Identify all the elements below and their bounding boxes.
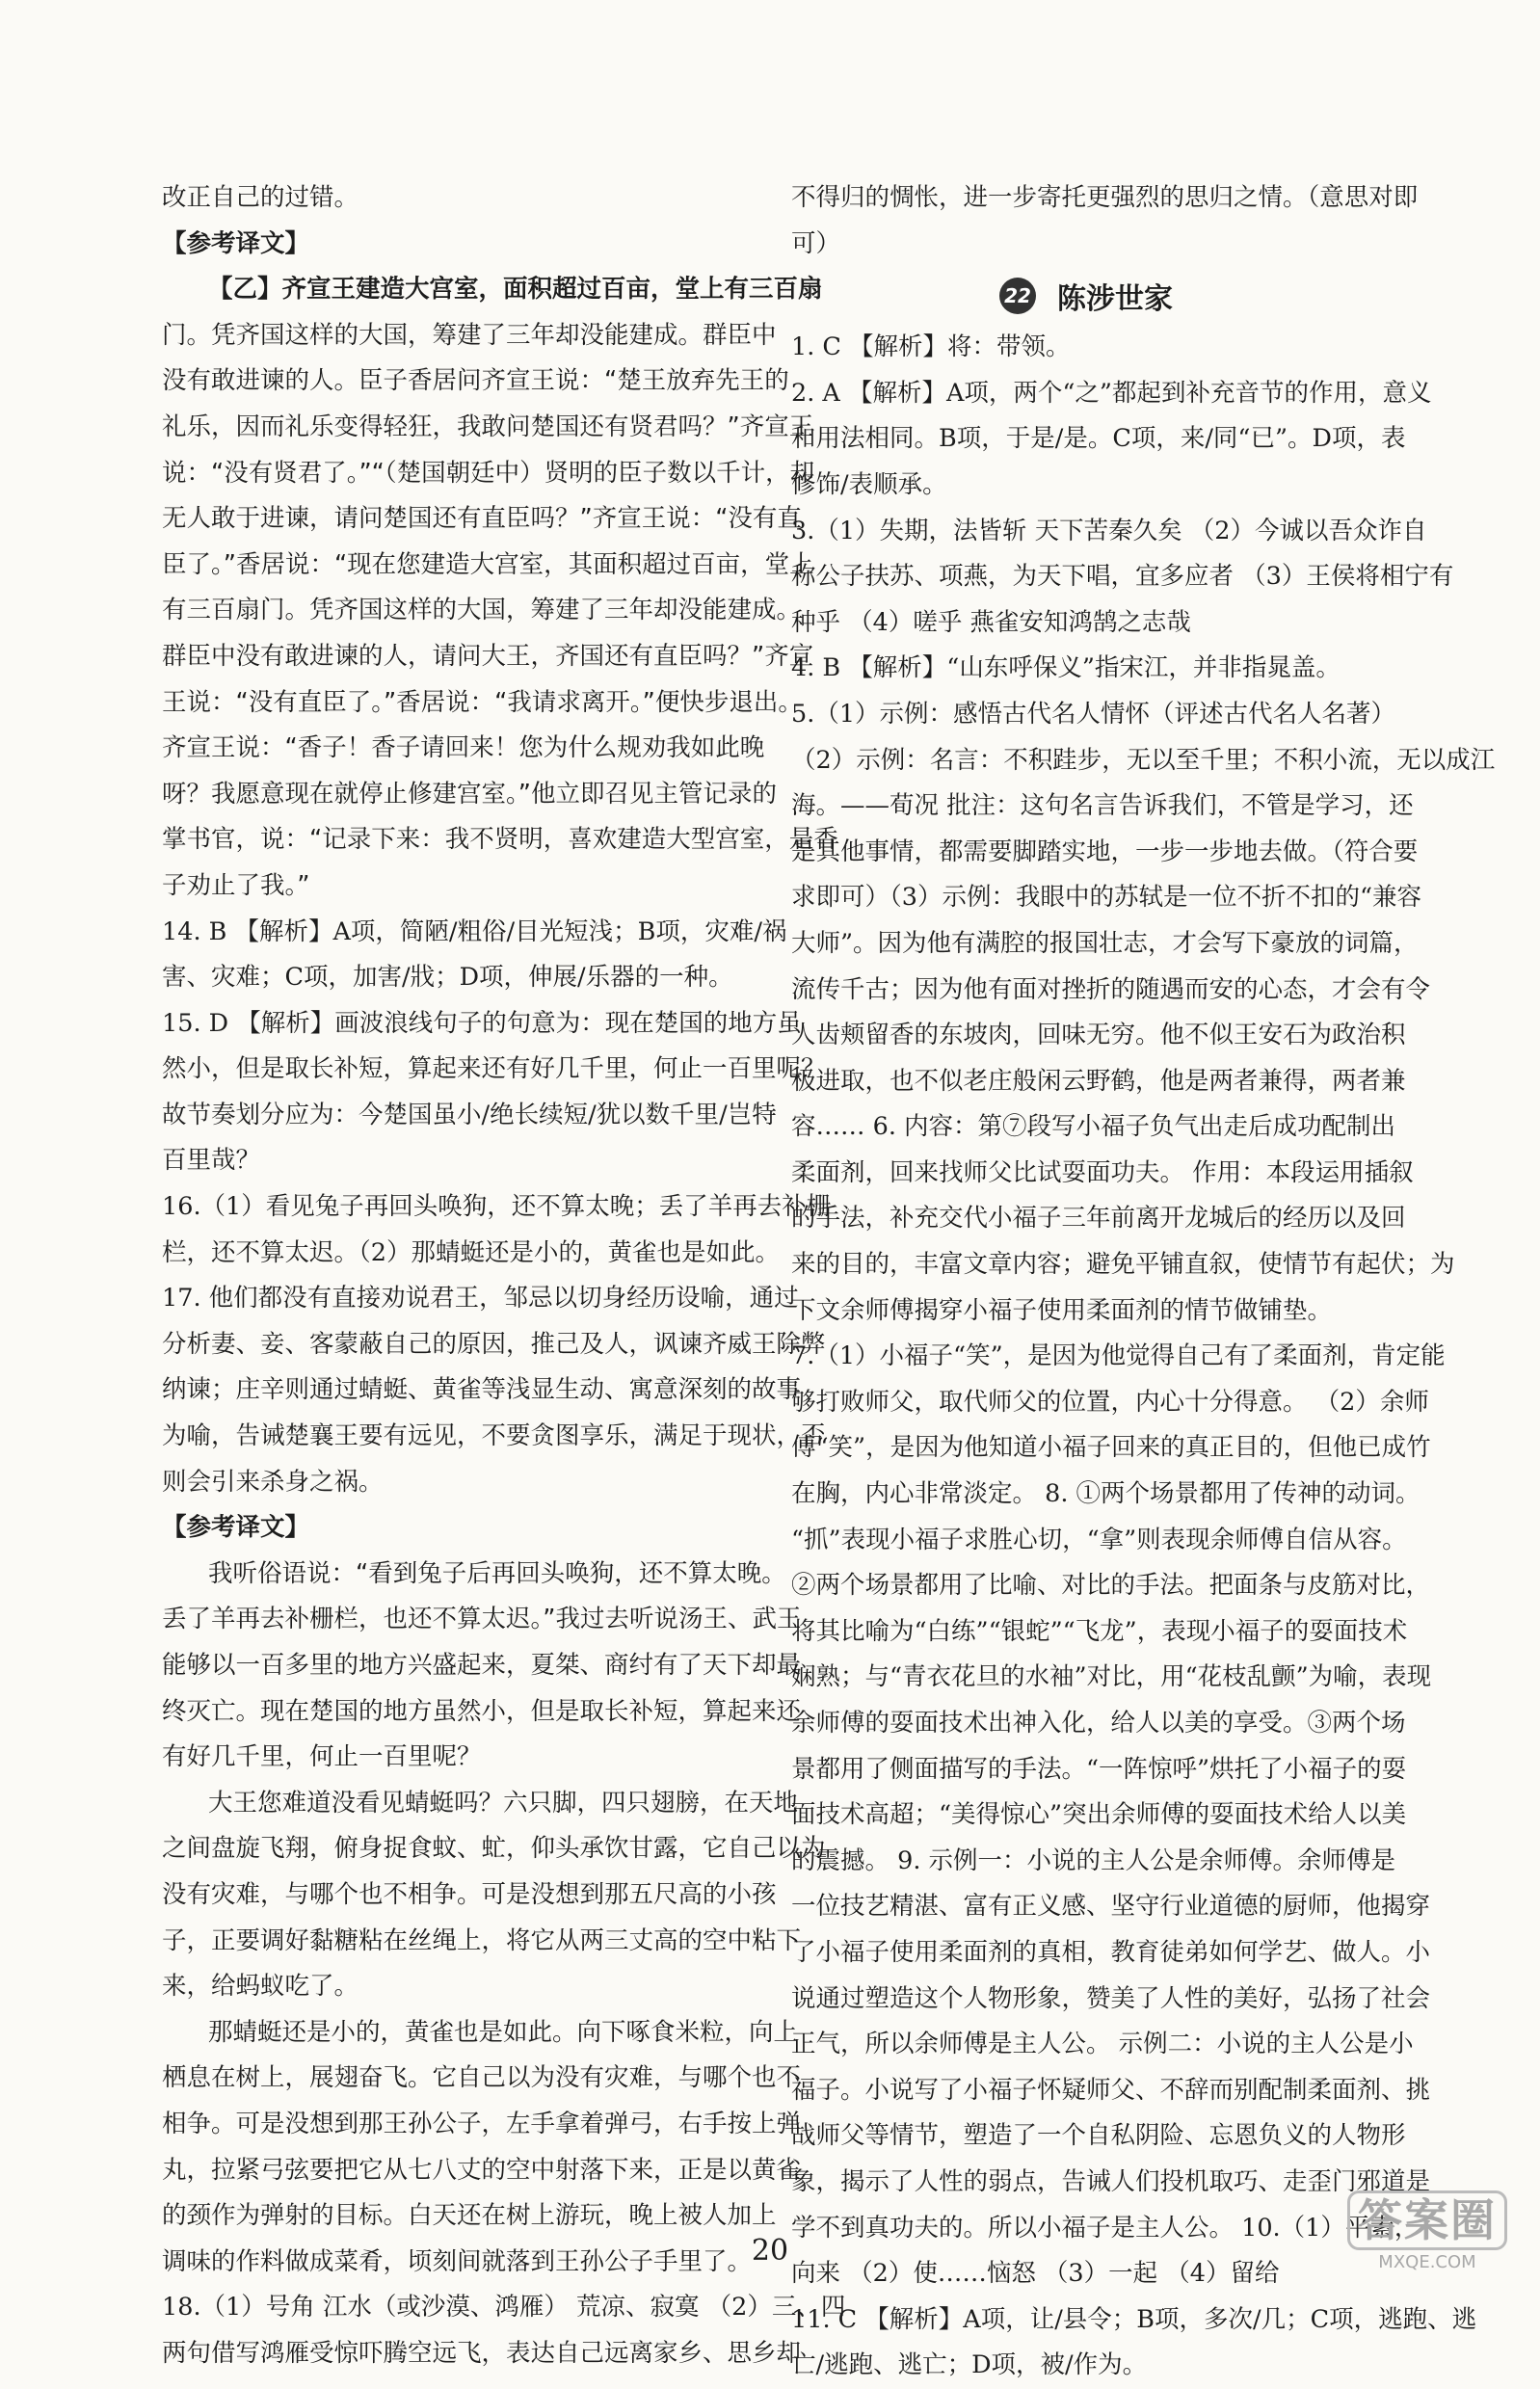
text-line: 百里哉？ <box>162 1146 261 1176</box>
text-line: 有好几千里，何止一百里呢？ <box>162 1742 482 1772</box>
text-line: 可） <box>791 228 841 258</box>
text-line: 礼乐，因而礼乐变得轻狂，我敢问楚国还有贤君吗？”齐宣王 <box>162 411 814 441</box>
text-line: 能够以一百多里的地方兴盛起来，夏桀、商纣有了天下却最 <box>162 1651 802 1680</box>
text-line: 分析妻、妾、客蒙蔽自己的原因，推己及人，讽谏齐威王除弊 <box>162 1329 826 1359</box>
text-line: 亡/逃跑、逃亡；D项，被/作为。 <box>791 2350 1148 2380</box>
text-line: 是其他事情，都需要脚踏实地，一步一步地去做。（符合要 <box>791 836 1419 866</box>
text-line: 2. A 【解析】A项，两个“之”都起到补充音节的作用，意义 <box>791 378 1432 408</box>
text-line: 了小福子使用柔面剂的真相，教育徒弟如何学艺、做人。小 <box>791 1937 1431 1967</box>
text-line: 大王您难道没看见蜻蜓吗？六只脚，四只翅膀，在天地 <box>208 1788 799 1818</box>
text-line: 调味的作料做成菜肴，顷刻间就落到王孙公子手里了。 <box>162 2246 753 2276</box>
text-line: 有三百扇门。凭齐国这样的大国，筹建了三年却没能建成。 <box>162 596 802 625</box>
text-line: 齐宣王说：“香子！香子请回来！您为什么规劝我如此晚 <box>162 733 765 763</box>
text-line: 极进取，也不似老庄般闲云野鹤，他是两者兼得，两者兼 <box>791 1066 1406 1096</box>
text-line: 说：“没有贤君了。”“（楚国朝廷中）贤明的臣子数以千计，却 <box>162 458 815 488</box>
section-title-text: 陈涉世家 <box>1057 282 1173 317</box>
text-line: 【乙】齐宣王建造大宫室，面积超过百亩，堂上有三百扇 <box>208 275 823 305</box>
text-line: 容…… 6. 内容：第⑦段写小福子负气出走后成功配制出 <box>791 1112 1396 1142</box>
text-line: 子，正要调好黏糖粘在丝绳上，将它从两三丈高的空中粘下 <box>162 1925 802 1955</box>
text-line: 将其比喻为“白练”“银蛇”“飞龙”，表现小福子的耍面技术 <box>791 1616 1408 1646</box>
text-line: 称公子扶苏、项燕，为天下唱，宜多应者 （3）王侯将相宁有 <box>791 562 1454 592</box>
watermark-logo: 答案圈 <box>1347 2190 1507 2250</box>
text-line: 福子。小说写了小福子怀疑师父、不辞而别配制柔面剂、挑 <box>791 2075 1431 2105</box>
text-line: 没有敢进谏的人。臣子香居问齐宣王说：“楚王放弃先王的 <box>162 366 789 396</box>
text-line: 纳谏；庄辛则通过蜻蜓、黄雀等浅显生动、寓意深刻的故事 <box>162 1375 802 1405</box>
text-line: 正气，所以余师傅是主人公。 示例二：小说的主人公是小 <box>791 2030 1414 2059</box>
text-line: 3.（1）失期，法皆斩 天下苦秦久矣 （2）今诚以吾众诈自 <box>791 516 1427 545</box>
text-line: ②两个场景都用了比喻、对比的手法。把面条与皮筋对比， <box>791 1571 1431 1601</box>
text-line: 终灭亡。现在楚国的地方虽然小，但是取长补短，算起来还 <box>162 1696 802 1726</box>
text-line: 16.（1）看见兔子再回头唤狗，还不算太晚；丢了羊再去补栅 <box>162 1192 832 1222</box>
text-line: 下文余师傅揭穿小福子使用柔面剂的情节做铺垫。 <box>791 1295 1333 1325</box>
text-line: 呀？我愿意现在就停止修建宫室。”他立即召见主管记录的 <box>162 779 777 809</box>
text-line: 我听俗语说：“看到兔子后再回头唤狗，还不算太晚。 <box>208 1558 786 1588</box>
text-line: 17. 他们都没有直接劝说君王，邹忌以切身经历设喻，通过 <box>162 1284 799 1314</box>
text-line: 臣了。”香居说：“现在您建造大宫室，其面积超过百亩，堂上 <box>162 549 814 579</box>
text-line: （2）示例：名言：不积跬步，无以至千里；不积小流，无以成江 <box>791 745 1496 775</box>
text-line: 景都用了侧面描写的手法。“一阵惊呼”烘托了小福子的耍 <box>791 1754 1407 1784</box>
text-line: 够打败师父，取代师父的位置，内心十分得意。 （2）余师 <box>791 1387 1429 1417</box>
text-line: 说通过塑造这个人物形象，赞美了人性的美好，弘扬了社会 <box>791 1983 1431 2013</box>
text-line: 掌书官，说：“记录下来：我不贤明，喜欢建造大型宫室，是香 <box>162 825 838 855</box>
text-line: 和用法相同。B项，于是/是。C项，来/同“已”。D项，表 <box>791 424 1406 454</box>
page-number: 20 <box>751 2234 789 2268</box>
text-line: 求即可）（3）示例：我眼中的苏轼是一位不折不扣的“兼容 <box>791 883 1422 913</box>
text-line: 海。——荀况 批注：这句名言告诉我们，不管是学习，还 <box>791 791 1414 821</box>
text-line: 14. B 【解析】A项，简陋/粗俗/目光短浅；B项，灾难/祸 <box>162 916 787 946</box>
text-line: 4. B 【解析】“山东呼保义”指宋江，并非指晁盖。 <box>791 653 1341 683</box>
text-line: 丸，拉紧弓弦要把它从七八丈的空中射落下来，正是以黄雀 <box>162 2155 802 2185</box>
text-line: 柔面剂，回来找师父比试耍面功夫。 作用：本段运用插叙 <box>791 1157 1414 1187</box>
text-line: 象，揭示了人性的弱点，告诫人们投机取巧、走歪门邪道是 <box>791 2166 1431 2196</box>
text-line: 故节奏划分应为：今楚国虽小/绝长续短/犹以数千里/岂特 <box>162 1100 777 1129</box>
text-line: 种乎 （4）嗟乎 燕雀安知鸿鹄之志哉 <box>791 607 1191 637</box>
text-line: 无人敢于进谏，请问楚国还有直臣吗？”齐宣王说：“没有直 <box>162 504 802 534</box>
text-line: 门。凭齐国这样的大国，筹建了三年却没能建成。群臣中 <box>162 320 777 350</box>
text-line: 栏，还不算太迟。（2）那蜻蜓还是小的，黄雀也是如此。 <box>162 1237 780 1267</box>
text-line: 害、灾难；C项，加害/戕；D项，伸展/乐器的一种。 <box>162 963 733 993</box>
text-line: 相争。可是没想到那王孙公子，左手拿着弹弓，右手按上弹 <box>162 2109 802 2138</box>
text-line: 余师傅的耍面技术出神入化，给人以美的享受。③两个场 <box>791 1709 1406 1738</box>
text-line: 来，给蚂蚁吃了。 <box>162 1972 359 2002</box>
text-line: 在胸，内心非常淡定。 8. ①两个场景都用了传神的动词。 <box>791 1479 1421 1509</box>
text-line: 流传千古；因为他有面对挫折的随遇而安的心态，才会有令 <box>791 974 1431 1004</box>
text-line: 没有灾难，与哪个也不相争。可是没想到那五尺高的小孩 <box>162 1879 777 1909</box>
text-line: 群臣中没有敢进谏的人，请问大王，齐国还有直臣吗？”齐宣 <box>162 641 814 671</box>
text-line: 为喻，告诫楚襄王要有远见，不要贪图享乐，满足于现状，否 <box>162 1421 826 1451</box>
text-line: 来的目的，丰富文章内容；避免平铺直叙，使情节有起伏；为 <box>791 1250 1455 1280</box>
text-line: 的颈作为弹射的目标。白天还在树上游玩，晚上被人加上 <box>162 2201 777 2231</box>
section-number-badge: 22 <box>999 278 1036 314</box>
text-line: 修饰/表顺承。 <box>791 469 947 499</box>
text-line: 不得归的惆怅，进一步寄托更强烈的思归之情。（意思对即 <box>791 183 1419 212</box>
text-line: 1. C 【解析】将：带领。 <box>791 332 1071 362</box>
text-line: 11. C 【解析】A项，让/县令；B项，多次/几；C项，逃跑、逃 <box>791 2304 1477 2334</box>
text-line: “抓”表现小福子求胜心切，“拿”则表现余师傅自信从容。 <box>791 1525 1407 1554</box>
text-line: 则会引来杀身之祸。 <box>162 1467 384 1497</box>
text-line: 傅“笑”，是因为他知道小福子回来的真正目的，但他已成竹 <box>791 1433 1431 1463</box>
text-line: 7.（1）小福子“笑”，是因为他觉得自己有了柔面剂，肯定能 <box>791 1341 1446 1371</box>
text-line: 面技术高超；“美得惊心”突出余师傅的耍面技术给人以美 <box>791 1800 1407 1830</box>
text-line: 之间盘旋飞翔，俯身捉食蚊、虻，仰头承饮甘露，它自己以为 <box>162 1834 826 1864</box>
text-line: 的手法，补充交代小福子三年前离开龙城后的经历以及回 <box>791 1204 1406 1234</box>
text-line: 18.（1）号角 江水（或沙漠、鸿雁） 荒凉、寂寞 （2）三、四 <box>162 2293 846 2323</box>
text-line: 学不到真功夫的。所以小福子是主人公。 10.（1）平素， <box>791 2213 1420 2243</box>
text-line: 人齿颊留香的东坡肉，回味无穷。他不似王安石为政治积 <box>791 1021 1406 1050</box>
watermark-url: MXQE.COM <box>1378 2251 1476 2272</box>
text-line: 两句借写鸿雁受惊吓腾空远飞，表达自己远离家乡、思乡却 <box>162 2338 802 2368</box>
text-line: 栖息在树上，展翅奋飞。它自己以为没有灾难，与哪个也不 <box>162 2063 802 2093</box>
text-line: 向来 （2）使……恼怒 （3）一起 （4）留给 <box>791 2259 1280 2289</box>
text-line: 然小，但是取长补短，算起来还有好几千里，何止一百里呢？ <box>162 1054 826 1084</box>
text-line: 那蜻蜓还是小的，黄雀也是如此。向下啄食米粒，向上 <box>208 2017 799 2047</box>
text-line: 丢了羊再去补栅栏，也还不算太迟。”我过去听说汤王、武王 <box>162 1605 802 1634</box>
text-line: 娴熟；与“青衣花旦的水袖”对比，用“花枝乱颤”为喻，表现 <box>791 1662 1432 1692</box>
text-line: 大师”。因为他有满腔的报国壮志，才会写下豪放的词篇， <box>791 928 1419 958</box>
text-line: 战师父等情节，塑造了一个自私阴险、忘恩负义的人物形 <box>791 2121 1406 2151</box>
text-line: 【参考译文】 <box>162 228 310 258</box>
text-line: 改正自己的过错。 <box>162 183 359 212</box>
text-line: 一位技艺精湛、富有正义感、坚守行业道德的厨师，他揭穿 <box>791 1892 1431 1922</box>
text-line: 15. D 【解析】画波浪线句子的句意为：现在楚国的地方虽 <box>162 1008 802 1038</box>
text-line: 【参考译文】 <box>162 1513 310 1543</box>
watermark <box>1328 2185 1527 2277</box>
text-line: 的震撼。 9. 示例一：小说的主人公是余师傅。余师傅是 <box>791 1845 1396 1875</box>
text-line: 王说：“没有直臣了。”香居说：“我请求离开。”便快步退出。 <box>162 687 803 717</box>
text-line: 子劝止了我。” <box>162 870 310 900</box>
section-title <box>791 267 1381 325</box>
text-line: 5.（1）示例：感悟古代名人情怀（评述古代名人名著） <box>791 699 1396 729</box>
